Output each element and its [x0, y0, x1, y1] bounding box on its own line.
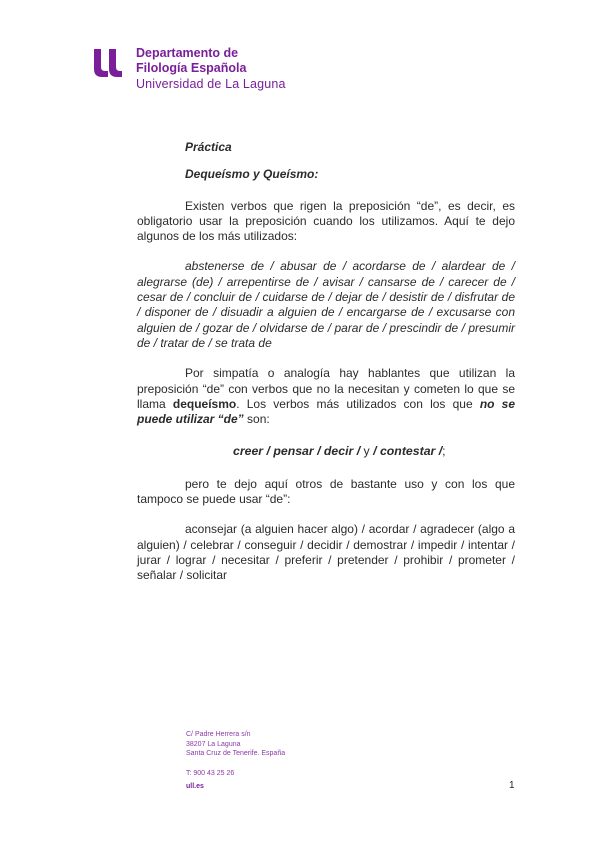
key-verbs-line — [137, 444, 515, 459]
page-number: 1 — [509, 780, 515, 791]
document-subtitle: Dequeísmo y Queísmo: — [185, 167, 319, 182]
para2-text-3: son: — [243, 412, 270, 427]
dequeismo-term: dequeísmo — [172, 396, 237, 411]
department-name-line1: Departamento de — [136, 46, 239, 60]
no-de-emphasis: no se puede utilizar “de” — [137, 396, 516, 427]
website-link[interactable]: ull.es — [186, 783, 204, 790]
key-verbs-end: ; — [442, 444, 446, 459]
para2-text-2: . Los verbos más utilizados con los que — [236, 396, 480, 411]
logo-text — [136, 46, 286, 92]
address-line-1: C/ Padre Herrera s/n — [186, 731, 251, 738]
key-verbs-y: y — [360, 444, 374, 459]
para2-text-1: Por simpatía o analogía hay hablantes que utilizan la preposición “de” con verbos que no la necesitan y cometen lo que se llama — [137, 366, 515, 411]
document-body — [137, 140, 515, 584]
document-title: Práctica — [185, 140, 232, 154]
verbs-without-de-list: aconsejar (a alguien hacer algo) / acordar / agradecer (algo a alguien) / celebrar / conseguir / decidir / demostrar / impedir / intentar / jurar / lograr / necesitar / preferir / pretender / prohibir / prometer / señalar / solicitar — [137, 522, 515, 583]
other-verbs-intro: pero te dejo aquí otros de bastante uso y con los que tampoco se puede usar “de”: — [137, 476, 515, 507]
key-verbs-b: / contestar / — [373, 444, 443, 459]
department-name-line2: Filología Española — [136, 61, 247, 75]
key-verbs-a: creer / pensar / decir / — [233, 444, 361, 459]
footer-contact — [186, 730, 285, 778]
university-name: Universidad de La Laguna — [136, 77, 286, 91]
verbs-with-de-list: abstenerse de / abusar de / acordarse de / alardear de / alegrarse (de) / arrepentirse de / avisar / cansarse de / carecer de / cesar de / concluir de / cuidarse de / dejar de / desistir de / disfrutar de / disponer de / disuadir a alguien de / encargarse de / excusarse con alguien de / gozar de / olvidarse de / parar de / prescindir de / presumir de / tratar de / se trata de — [137, 259, 515, 350]
address-line-2: 38207 La Laguna — [186, 740, 241, 748]
address-line-3: Santa Cruz de Tenerife. España — [186, 750, 286, 757]
phone-number: T: 900 43 25 26 — [186, 769, 235, 777]
dequeismo-paragraph — [137, 366, 515, 427]
intro-paragraph: Existen verbos que rigen la preposición “de”, es decir, es obligatorio usar la preposición cuando los utilizamos. Aquí te dejo algunos de los más utilizados: — [137, 198, 515, 244]
ull-logo-icon — [92, 46, 124, 78]
